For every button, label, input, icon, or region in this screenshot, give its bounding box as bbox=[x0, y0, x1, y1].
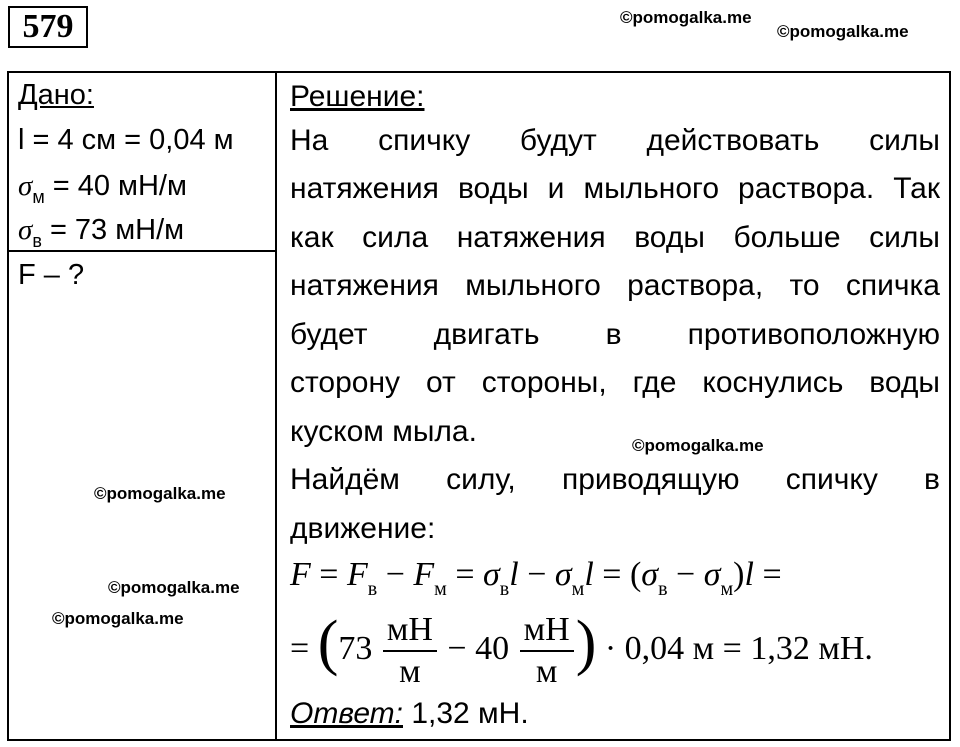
sigma-subscript: в bbox=[32, 231, 42, 251]
paren: ( bbox=[629, 556, 642, 593]
solution-line: сторону от стороны, где коснулись воды bbox=[290, 366, 940, 399]
given-sigma-water bbox=[18, 207, 184, 256]
var-l: l bbox=[584, 556, 594, 593]
var-sigma: σ bbox=[641, 556, 659, 593]
solution-line: натяжения мыльного раствора, то спичка bbox=[290, 269, 940, 302]
sigma-value: = 73 мН/м bbox=[49, 214, 185, 246]
answer-label: Ответ: bbox=[290, 697, 403, 730]
paren: ( bbox=[317, 609, 339, 677]
paren: ) bbox=[733, 556, 745, 593]
sigma-symbol: σ bbox=[18, 214, 33, 246]
formula-force bbox=[290, 556, 782, 600]
unit-fraction bbox=[520, 610, 574, 692]
paren: ) bbox=[575, 609, 597, 677]
op: = bbox=[753, 556, 782, 593]
var-F: F bbox=[290, 556, 311, 593]
subscript: м bbox=[434, 578, 447, 600]
op: − bbox=[377, 556, 414, 593]
var-l: l bbox=[744, 556, 754, 593]
formula-result bbox=[290, 604, 873, 692]
solution-line: На спичку будут действовать силы bbox=[290, 124, 940, 157]
sigma-subscript: м bbox=[32, 187, 45, 207]
var-F: F bbox=[346, 556, 368, 593]
op: = bbox=[446, 556, 484, 593]
solution-line: натяжения воды и мыльного раствора. Так bbox=[290, 172, 940, 205]
solution-line: как сила натяжения воды больше силы bbox=[290, 221, 940, 254]
given-heading: Дано: bbox=[18, 79, 94, 111]
op: = bbox=[310, 556, 347, 593]
var-sigma: σ bbox=[703, 556, 721, 593]
value: 73 bbox=[338, 630, 373, 667]
unit-denominator: м bbox=[399, 653, 421, 691]
solution-line: куском мыла. bbox=[290, 415, 477, 448]
unit-numerator: мН bbox=[520, 610, 574, 652]
var-F: F bbox=[413, 556, 435, 593]
watermark: ©pomogalka.me bbox=[52, 609, 184, 628]
watermark: ©pomogalka.me bbox=[94, 484, 226, 503]
watermark: ©pomogalka.me bbox=[632, 436, 764, 455]
column-divider bbox=[275, 71, 277, 741]
op: − bbox=[518, 556, 555, 593]
var-l: l bbox=[509, 556, 519, 593]
op: − bbox=[667, 556, 704, 593]
watermark: ©pomogalka.me bbox=[777, 22, 909, 41]
subscript: м bbox=[720, 578, 734, 600]
solution-heading: Решение: bbox=[290, 80, 425, 113]
subscript: м bbox=[571, 578, 585, 600]
solution-line: будет двигать в противоположную bbox=[290, 318, 940, 351]
find-quantity: F – ? bbox=[18, 259, 85, 291]
solution-line: Найдём силу, приводящую спичку в bbox=[290, 463, 940, 496]
sigma-value: = 40 мН/м bbox=[52, 170, 187, 202]
solution-line: движение: bbox=[290, 512, 436, 545]
problem-number: 579 bbox=[8, 6, 88, 48]
unit-denominator: м bbox=[535, 653, 558, 691]
op: = bbox=[290, 630, 310, 667]
given-sigma-soap bbox=[18, 163, 187, 212]
var-sigma: σ bbox=[483, 556, 500, 593]
unit-fraction bbox=[383, 610, 437, 692]
given-length: l = 4 см = 0,04 м bbox=[18, 124, 234, 156]
subscript: в bbox=[499, 578, 510, 600]
answer-value: 1,32 мН. bbox=[403, 697, 529, 730]
unit-numerator: мН bbox=[383, 610, 437, 652]
subscript: в bbox=[658, 578, 668, 600]
watermark: ©pomogalka.me bbox=[108, 578, 240, 597]
watermark: ©pomogalka.me bbox=[620, 8, 752, 27]
op: = bbox=[593, 556, 630, 593]
sigma-symbol: σ bbox=[18, 170, 33, 202]
var-sigma: σ bbox=[554, 556, 572, 593]
result: · 0,04 м = 1,32 мН. bbox=[604, 630, 873, 667]
answer bbox=[290, 690, 940, 739]
subscript: в bbox=[367, 578, 378, 600]
value: − 40 bbox=[447, 630, 510, 667]
